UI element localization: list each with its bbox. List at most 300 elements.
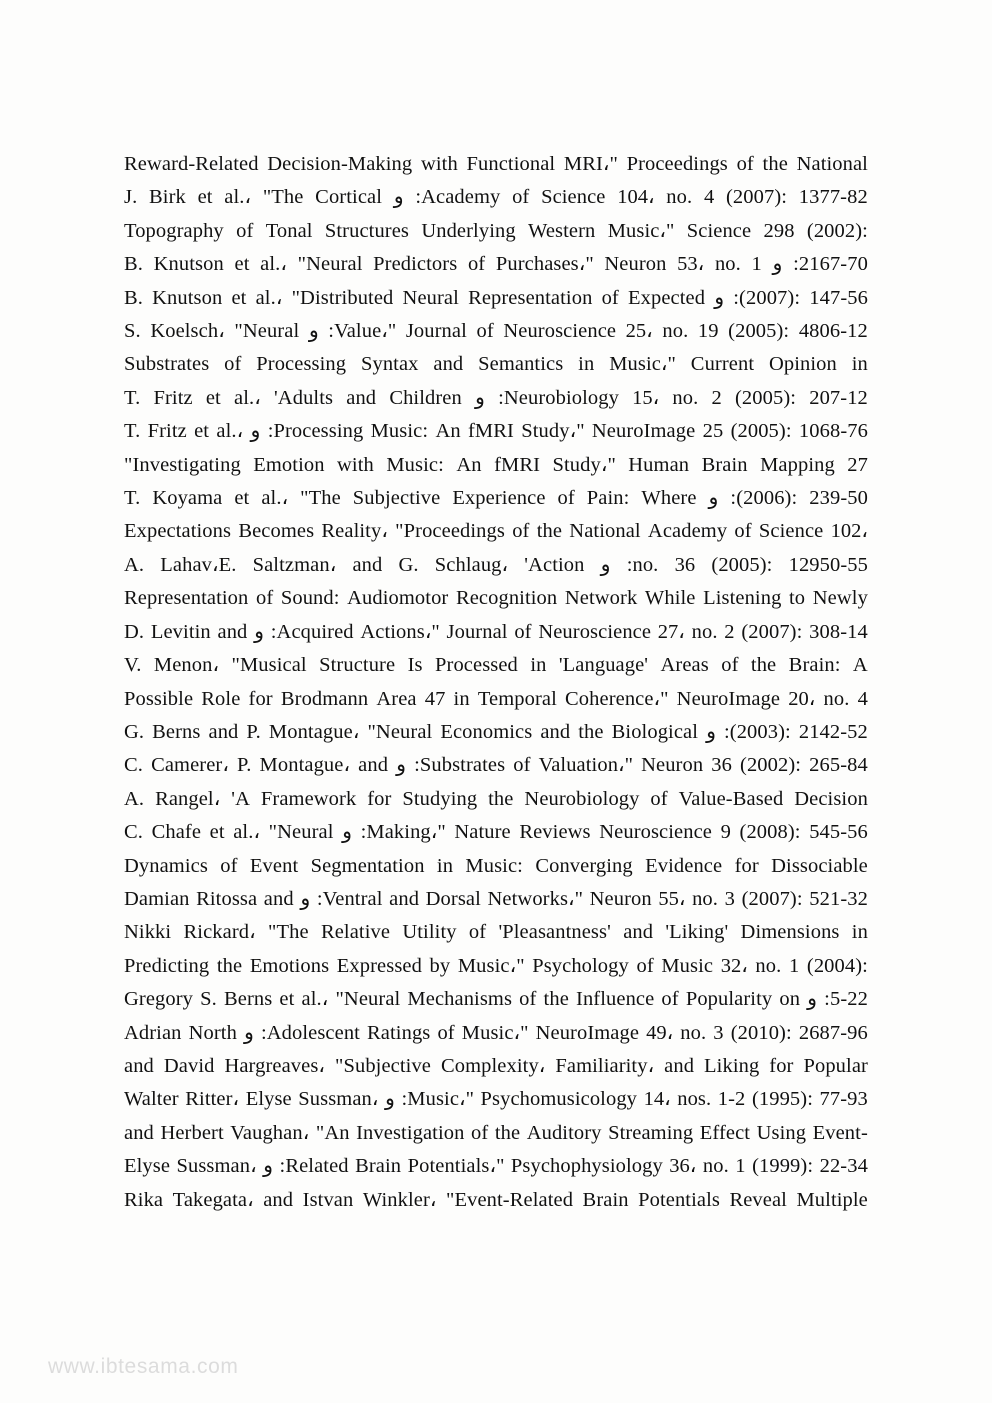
word: Multiple <box>796 1188 868 1211</box>
word: Decision-Making <box>267 153 413 175</box>
word: و <box>600 553 611 576</box>
word: of <box>734 520 752 543</box>
word: of <box>519 988 537 1011</box>
word: "Neural <box>367 720 433 743</box>
word: Fritz <box>153 386 193 409</box>
text-line <box>124 282 868 315</box>
word: :(2007): <box>733 286 801 309</box>
word: Walter <box>124 1088 179 1111</box>
word: 'Adults <box>274 386 334 409</box>
word: 27، <box>657 620 685 643</box>
word: 2 <box>724 620 735 643</box>
word: :Adolescent <box>260 1021 360 1044</box>
word: D. <box>124 620 145 643</box>
word: Koelsch، <box>150 320 225 343</box>
word: (2005): <box>730 420 792 443</box>
word: A. <box>124 787 145 810</box>
word: et <box>197 186 213 209</box>
word: Music،" <box>461 1021 529 1044</box>
word: North <box>188 1021 237 1044</box>
word: Framework <box>260 787 357 810</box>
word: 147-56 <box>809 286 868 309</box>
word: (1999): <box>752 1155 814 1178</box>
word: Music،" <box>609 353 676 376</box>
word: and <box>263 1188 294 1211</box>
word: NeuroImage <box>676 687 781 710</box>
word: Processing <box>256 353 347 376</box>
text-line <box>124 683 868 716</box>
word: Network <box>564 587 638 610</box>
word: in <box>851 921 868 944</box>
word: Music،" <box>607 219 675 242</box>
word: "The <box>300 487 341 510</box>
word: Levitin <box>150 620 211 643</box>
word: Brodmann <box>280 687 369 710</box>
word: Representation <box>468 286 593 309</box>
word: no. <box>823 687 850 710</box>
word: J. <box>124 186 138 209</box>
word: Ritter، <box>185 1088 240 1111</box>
word: et <box>234 487 250 510</box>
word: C. <box>124 821 143 844</box>
word: (2007): <box>726 186 788 209</box>
word: of <box>437 1021 455 1044</box>
word: of <box>512 520 530 543</box>
word: T. <box>124 420 141 443</box>
word: Western <box>528 219 596 242</box>
word: with <box>337 453 374 476</box>
word: 1 <box>735 1155 746 1178</box>
word: Birk <box>149 186 186 209</box>
word: in <box>453 687 470 710</box>
word: 'Liking' <box>665 921 729 944</box>
word: Study،" <box>552 453 616 476</box>
text-line <box>124 549 868 582</box>
word: 4 <box>703 186 715 209</box>
word: Reviews <box>519 821 591 844</box>
word: "Distributed <box>291 286 394 309</box>
word: Psychology <box>532 954 629 977</box>
word: 2687-96 <box>798 1021 868 1044</box>
word: Representation <box>124 587 249 610</box>
word: 47 <box>424 687 446 710</box>
word: 32، <box>720 954 748 977</box>
text-line <box>124 1184 868 1217</box>
text-line <box>124 649 868 682</box>
word: :Acquired <box>270 620 354 643</box>
text-line <box>124 816 868 849</box>
word: Temporal <box>477 687 557 710</box>
word: Event <box>249 854 299 877</box>
word: nos. <box>677 1088 712 1111</box>
word: Gregory <box>124 988 194 1011</box>
word: Science <box>686 219 752 242</box>
word: 22-34 <box>819 1155 868 1178</box>
text-line <box>124 950 868 983</box>
word: Economics <box>440 720 533 743</box>
word: Brain <box>701 453 748 476</box>
word: Journal <box>405 320 467 343</box>
word: for <box>769 1054 794 1077</box>
word: Sussman، <box>298 1088 379 1111</box>
word: and <box>389 887 420 910</box>
word: Proceedings <box>626 153 728 175</box>
word: :Substrates <box>414 754 506 777</box>
word: for <box>367 787 392 810</box>
word: 207-12 <box>809 386 868 409</box>
word: no. <box>666 186 693 209</box>
word: C. <box>124 754 143 777</box>
text-line <box>124 181 868 214</box>
word: al.، <box>233 821 261 844</box>
word: :Related <box>279 1155 349 1178</box>
word: 521-32 <box>809 887 868 910</box>
word: 239-50 <box>809 487 868 510</box>
word: fMRI <box>467 420 514 443</box>
word: 15، <box>632 386 660 409</box>
word: 104، <box>617 186 655 209</box>
word: and <box>623 921 654 944</box>
word: Sussman، <box>176 1155 257 1178</box>
word: Emotions <box>249 954 330 977</box>
word: Adrian <box>124 1021 182 1044</box>
word: Relative <box>320 921 391 944</box>
word: and <box>124 1121 154 1144</box>
word: 53، <box>677 253 705 276</box>
word: Actions،" <box>360 620 440 643</box>
word: Music <box>661 954 714 977</box>
word: Ritossa <box>196 887 258 910</box>
word: Value-Based <box>678 787 784 810</box>
text-line <box>124 248 868 281</box>
word: Reality، <box>321 520 388 543</box>
word: Takegata، <box>172 1188 254 1211</box>
word: of <box>255 587 274 610</box>
word: al.، <box>301 988 329 1011</box>
word: Camerer، <box>151 754 229 777</box>
word: Psychomusicology <box>480 1088 638 1111</box>
word: 25، <box>625 320 653 343</box>
word: Biological <box>611 720 699 743</box>
word: 1-2 <box>717 1088 746 1111</box>
text-line <box>124 1150 868 1183</box>
text-line <box>124 415 868 448</box>
word: T. <box>124 487 141 510</box>
word: and <box>217 620 248 643</box>
text-line <box>124 916 868 949</box>
word: :Value،" <box>328 320 397 343</box>
word: et <box>205 386 221 409</box>
text-line <box>124 382 868 415</box>
word: Mechanisms <box>407 988 513 1011</box>
word: 545-56 <box>809 821 868 844</box>
word: 20، <box>788 687 816 710</box>
word: Human <box>628 453 690 476</box>
word: Current <box>690 353 755 376</box>
word: Neuroscience <box>538 620 652 643</box>
word: :(2003): <box>723 720 791 743</box>
word: Montague، <box>259 754 351 777</box>
word: 1068-76 <box>798 420 868 443</box>
word: the <box>750 654 777 677</box>
word: et <box>231 286 247 309</box>
word: Audiomotor <box>347 587 449 610</box>
word: al.، <box>234 386 261 409</box>
word: Children <box>389 386 462 409</box>
word: Vaughan، <box>230 1121 310 1144</box>
text-line <box>124 582 868 615</box>
word: Cortical <box>315 186 383 209</box>
word: in <box>851 353 868 376</box>
word: "An <box>315 1121 350 1144</box>
word: (2004): <box>806 954 868 977</box>
word: و <box>263 1155 274 1178</box>
word: 27 <box>847 453 868 476</box>
word: for <box>734 854 759 877</box>
word: of <box>468 921 487 944</box>
word: no. <box>755 954 782 977</box>
word: fMRI <box>494 453 541 476</box>
word: (2005): <box>728 320 790 343</box>
word: Becomes <box>238 520 315 543</box>
word: Academy <box>647 520 728 543</box>
word: in <box>530 654 547 677</box>
text-line <box>124 348 868 381</box>
word: Decision <box>794 787 868 810</box>
word: و <box>772 253 783 276</box>
word: "The <box>268 921 309 944</box>
word: 3 <box>713 1021 724 1044</box>
word: et <box>194 420 210 443</box>
word: in <box>436 854 454 877</box>
word: Dynamics <box>124 854 208 877</box>
word: Listening <box>703 587 782 610</box>
word: Istvan <box>302 1188 354 1211</box>
word: :Neurobiology <box>498 386 619 409</box>
word: (2002): <box>806 219 868 242</box>
word: and <box>433 353 464 376</box>
word: the <box>494 1121 521 1144</box>
word: of <box>220 854 238 877</box>
word: no. <box>680 1021 707 1044</box>
word: NeuroImage <box>591 420 696 443</box>
word: for <box>248 687 273 710</box>
word: 'A <box>231 787 250 810</box>
word: of <box>467 253 486 276</box>
word: Structure <box>319 654 396 677</box>
word: Expected <box>628 286 706 309</box>
word: Potentials،" <box>407 1155 505 1178</box>
text-line <box>124 1117 868 1150</box>
text-line <box>124 1017 868 1050</box>
word: Music،" <box>457 954 525 977</box>
word: no. <box>692 887 719 910</box>
word: G. <box>124 720 145 743</box>
word: 'Pleasantness' <box>498 921 611 944</box>
word: no. <box>691 620 718 643</box>
word: Investigation <box>356 1121 465 1144</box>
word: "The <box>262 186 304 209</box>
word: (2007): <box>741 887 803 910</box>
word: Science <box>541 186 606 209</box>
word: Functional <box>466 153 556 175</box>
word: :Making،" <box>360 821 446 844</box>
word: :2167-70 <box>793 253 868 276</box>
word: Underlying <box>421 219 516 242</box>
word: National <box>569 520 641 543</box>
word: to <box>789 587 806 610</box>
word: و <box>342 821 353 844</box>
word: Coherence،" <box>565 687 669 710</box>
text-line <box>124 148 868 181</box>
word: S. <box>200 988 217 1011</box>
word: (2008): <box>739 821 801 844</box>
word: Neuroscience <box>599 821 712 844</box>
word: Reveal <box>729 1188 787 1211</box>
word: Auditory <box>526 1121 602 1144</box>
word: Predicting <box>124 954 210 977</box>
word: Rickard، <box>183 921 256 944</box>
word: Brain <box>355 1155 402 1178</box>
word: Brain <box>582 1188 629 1211</box>
word: Knutson <box>153 253 224 276</box>
word: Neuron <box>589 887 652 910</box>
text-line <box>124 482 868 515</box>
word: Chafe <box>151 821 202 844</box>
text-line <box>124 850 868 883</box>
word: An <box>435 420 461 443</box>
word: National <box>796 153 868 175</box>
word: (2002): <box>740 754 802 777</box>
word: و <box>254 620 265 643</box>
word: G. <box>398 553 419 576</box>
word: Berns <box>223 988 273 1011</box>
word: Damian <box>124 887 190 910</box>
word: 4806-12 <box>798 320 868 343</box>
word: Popularity <box>685 988 773 1011</box>
word: While <box>644 587 696 610</box>
word: Berns <box>152 720 201 743</box>
word: Herbert <box>160 1121 224 1144</box>
word: 2 <box>711 386 722 409</box>
word: P. <box>237 754 252 777</box>
word: with <box>420 153 458 175</box>
word: "Event-Related <box>446 1188 574 1211</box>
word: the <box>543 988 569 1011</box>
word: Music: <box>386 453 444 476</box>
word: David <box>163 1054 215 1077</box>
word: (2007): <box>741 620 803 643</box>
word: 49، <box>646 1021 674 1044</box>
word: An <box>456 453 482 476</box>
text-line <box>124 315 868 348</box>
word: 'Language' <box>558 654 649 677</box>
word: Brain: <box>788 654 841 677</box>
word: Knutson <box>152 286 223 309</box>
word: Neuron <box>641 754 704 777</box>
word: Tonal <box>265 219 313 242</box>
word: of <box>721 654 739 677</box>
text-line <box>124 1083 868 1116</box>
word: B. <box>124 286 143 309</box>
word: و <box>393 186 404 209</box>
word: (2010): <box>730 1021 792 1044</box>
word: Newly <box>812 587 868 610</box>
word: and <box>664 1054 695 1077</box>
word: Neurobiology <box>524 787 640 810</box>
word: 308-14 <box>809 620 868 643</box>
text-line <box>124 983 868 1016</box>
word: :(2006): <box>730 487 798 510</box>
word: Familiarity، <box>555 1054 655 1077</box>
word: Experience <box>452 487 546 510</box>
word: Converging <box>535 854 633 877</box>
word: و <box>300 887 311 910</box>
word: Is <box>407 654 423 677</box>
word: و <box>243 1021 254 1044</box>
word: 3 <box>724 887 735 910</box>
word: 'Action <box>524 553 585 576</box>
word: of <box>736 153 754 175</box>
word: Area <box>376 687 417 710</box>
word: 9 <box>720 821 731 844</box>
word: Rika <box>124 1188 164 1211</box>
word: Where <box>641 487 697 510</box>
word: Segmentation <box>310 854 425 877</box>
word: Popular <box>803 1054 868 1077</box>
word: Structures <box>324 219 410 242</box>
word: the <box>578 720 604 743</box>
word: و <box>250 420 261 443</box>
word: by <box>429 954 451 977</box>
word: Effect <box>699 1121 751 1144</box>
word: Using <box>756 1121 807 1144</box>
word: S. <box>124 320 141 343</box>
word: :Music،" <box>401 1088 474 1111</box>
word: of <box>601 286 619 309</box>
text-line <box>124 1050 868 1083</box>
word: و <box>396 754 407 777</box>
word: Dorsal <box>425 887 481 910</box>
word: of <box>513 754 531 777</box>
word: "Investigating <box>124 453 241 476</box>
word: 265-84 <box>809 754 868 777</box>
word: of <box>512 186 530 209</box>
word: Saltzman، <box>252 553 337 576</box>
word: al.، <box>261 487 289 510</box>
word: Elyse <box>245 1088 292 1111</box>
word: MRI،" <box>563 153 618 175</box>
word: Nature <box>454 821 511 844</box>
word: no. <box>672 386 699 409</box>
word: 55، <box>658 887 686 910</box>
word: and <box>540 720 571 743</box>
word: Role <box>201 687 241 710</box>
word: B. <box>124 253 143 276</box>
word: of <box>661 988 679 1011</box>
word: Koyama <box>152 487 223 510</box>
word: 298 <box>763 219 795 242</box>
word: و <box>308 320 319 343</box>
word: "Neural <box>297 253 363 276</box>
word: Utility <box>402 921 457 944</box>
word: Potentials <box>638 1188 720 1211</box>
word: Dimensions <box>740 921 840 944</box>
word: :Academy <box>415 186 501 209</box>
word: (2005): <box>735 386 797 409</box>
word: 14، <box>643 1088 671 1111</box>
text-line <box>124 616 868 649</box>
